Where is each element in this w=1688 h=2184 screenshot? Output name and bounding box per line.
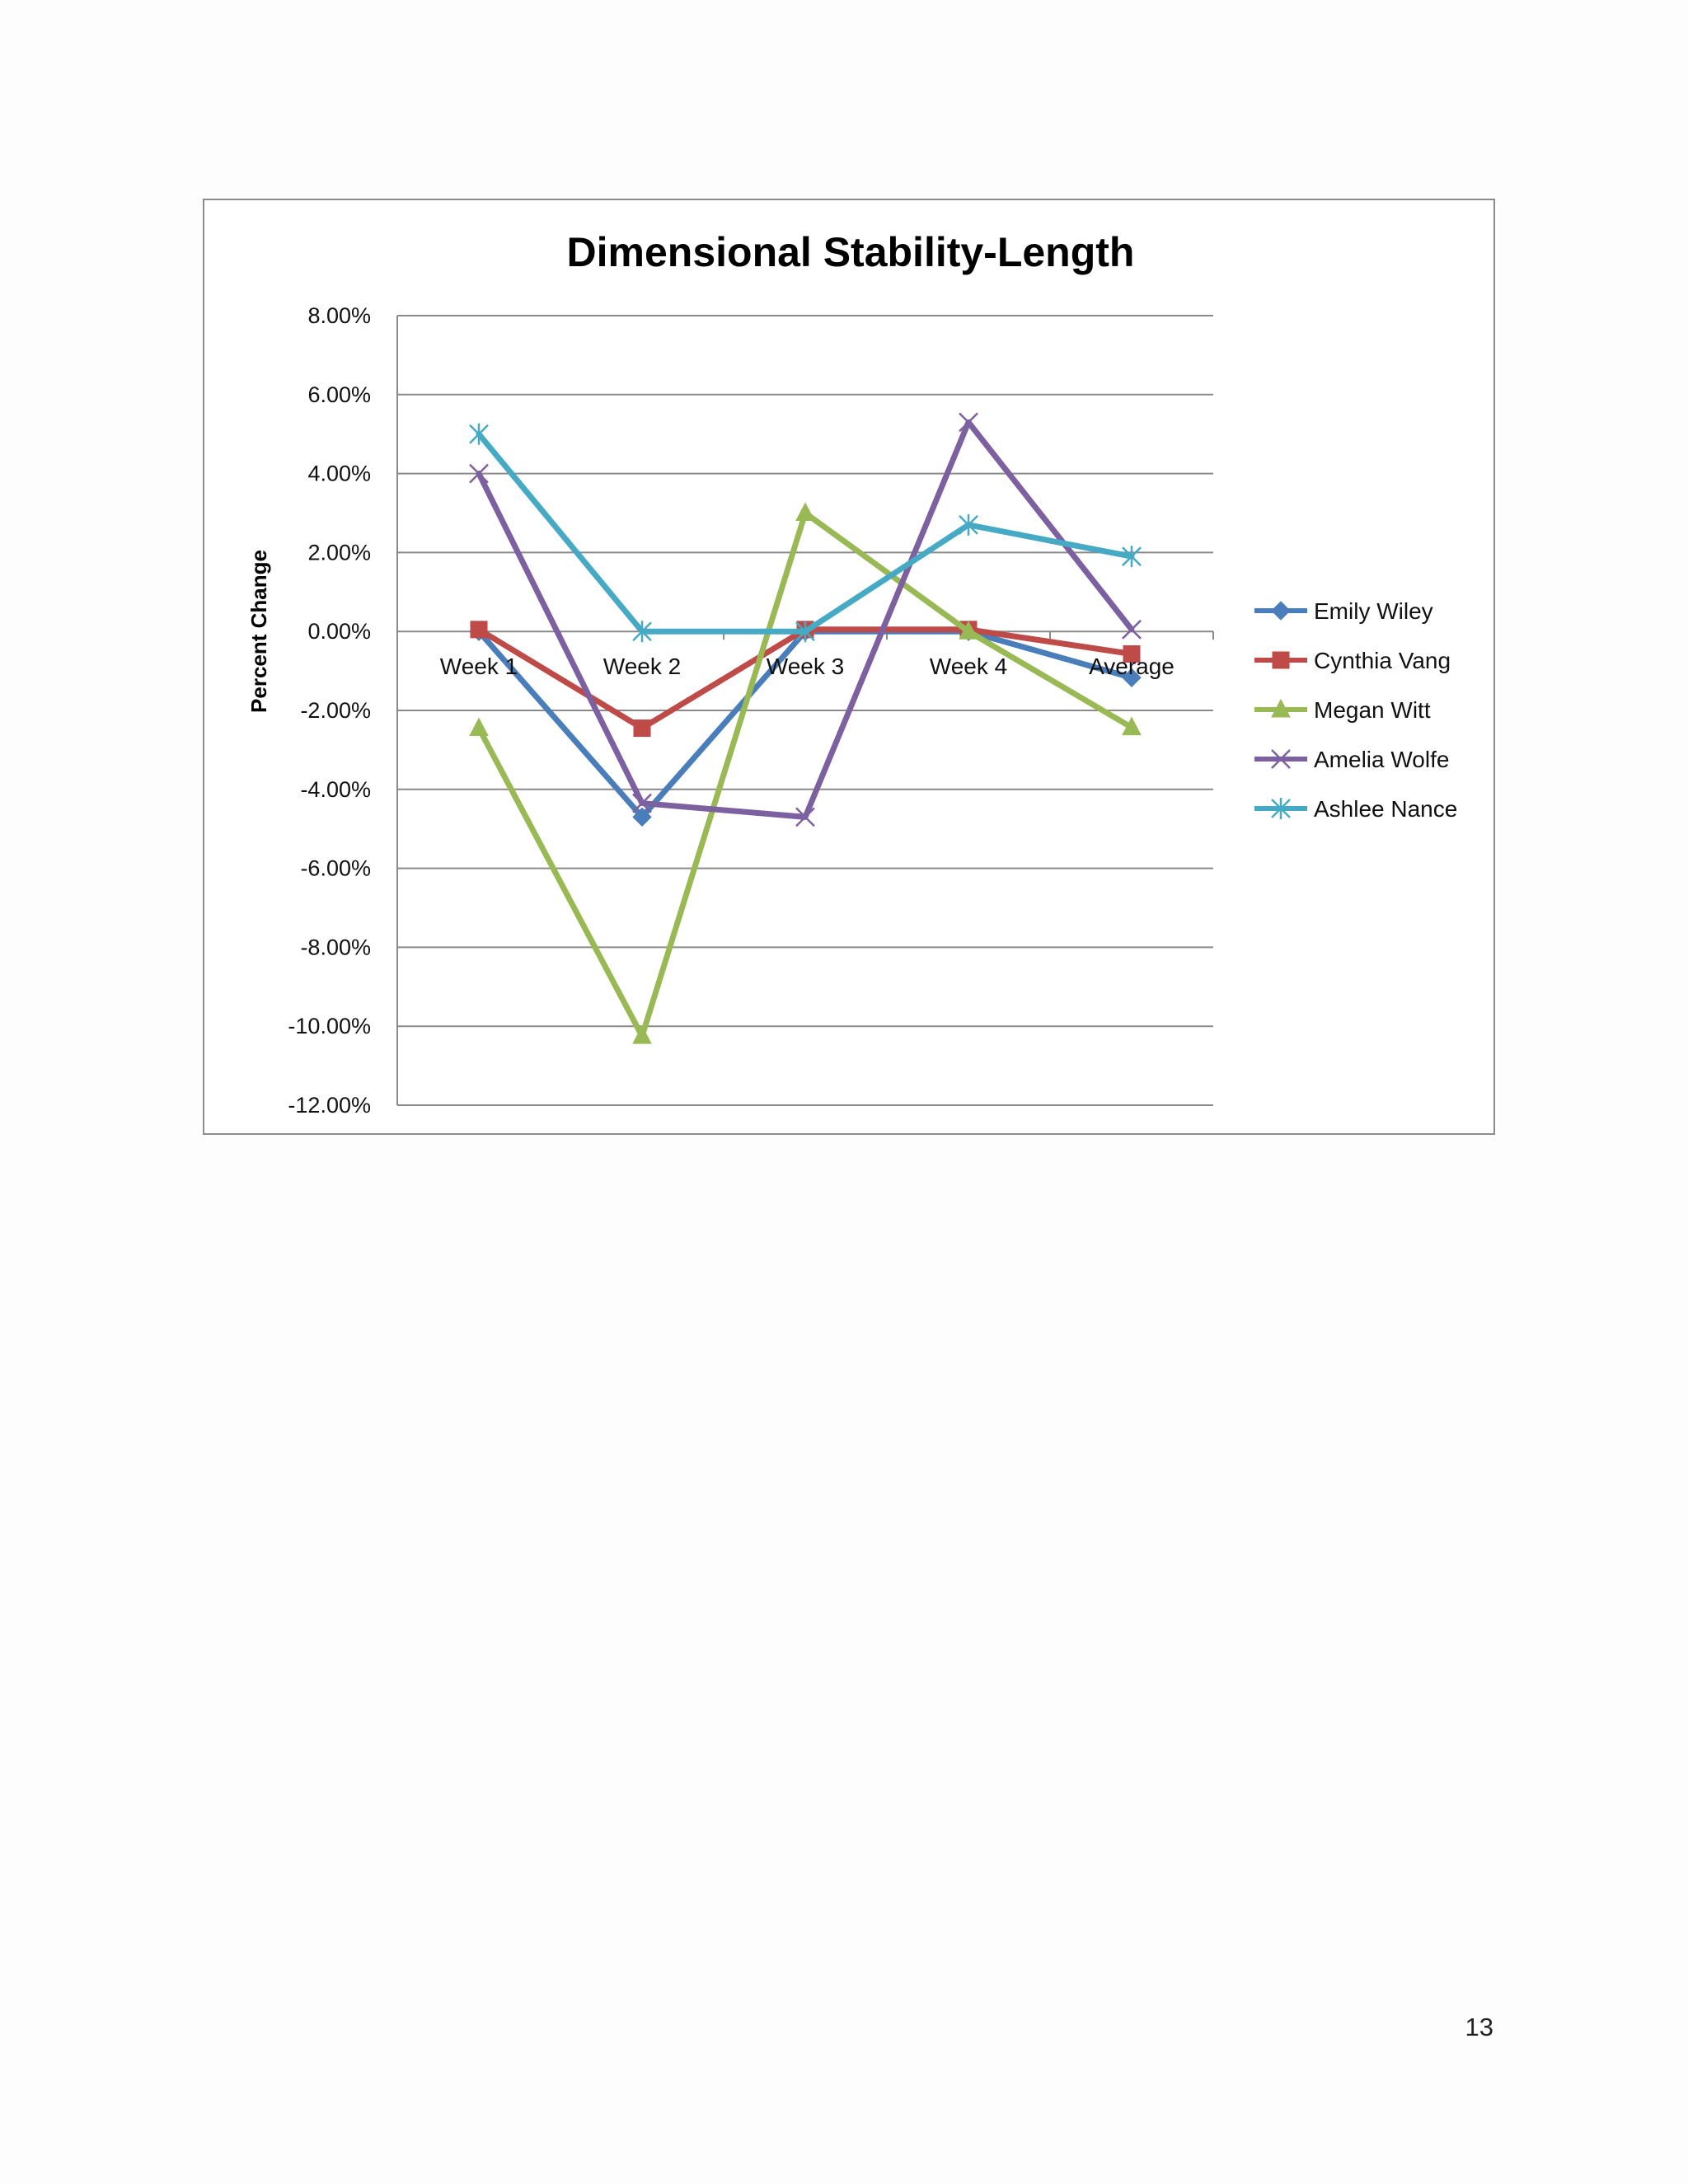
triangle-marker (796, 504, 814, 521)
x-tick-label: Week 2 (603, 654, 682, 680)
series-line (479, 513, 1132, 1037)
square-marker (471, 621, 487, 638)
legend (1254, 598, 1457, 822)
chart-frame (203, 199, 1495, 1135)
y-tick-label: -2.00% (300, 698, 371, 723)
series-line (479, 422, 1132, 817)
y-tick-label: -6.00% (300, 855, 371, 881)
y-tick-label: 4.00% (307, 461, 371, 486)
series-lines (470, 413, 1141, 1043)
legend-label: Amelia Wolfe (1314, 747, 1450, 772)
diamond-marker (1272, 602, 1290, 620)
y-tick-label: 0.00% (307, 619, 371, 644)
series-line (479, 434, 1132, 632)
triangle-marker (470, 719, 488, 736)
square-marker (1273, 652, 1289, 668)
x-tick-label: Week 1 (439, 654, 518, 680)
y-tick-label: -4.00% (300, 776, 371, 802)
legend-label: Cynthia Vang (1314, 648, 1451, 673)
legend-label: Ashlee Nance (1314, 796, 1458, 822)
y-tick-label: -12.00% (288, 1093, 371, 1118)
gridlines (397, 316, 1213, 1105)
chart-title: Dimensional Stability-Length (566, 229, 1135, 275)
legend-item (1254, 747, 1449, 772)
x-marker (1123, 621, 1141, 639)
legend-label: Megan Witt (1314, 697, 1431, 723)
x-tick-label: Average (1089, 654, 1175, 680)
series-megan-witt (470, 504, 1141, 1044)
y-tick-label: -8.00% (300, 935, 371, 960)
page-number: 13 (1465, 2013, 1493, 2041)
y-axis-title: Percent Change (246, 550, 271, 713)
star-marker (470, 424, 488, 445)
y-tick-label: 2.00% (307, 540, 371, 565)
legend-label: Emily Wiley (1314, 598, 1433, 624)
square-marker (634, 720, 650, 737)
x-tick-label: Week 4 (929, 654, 1008, 680)
y-tick-label: 6.00% (307, 382, 371, 407)
legend-item (1254, 697, 1431, 723)
legend-item (1254, 796, 1457, 822)
x-tick-label: Week 3 (766, 654, 845, 680)
legend-item (1254, 648, 1451, 673)
y-tick-label: 8.00% (307, 303, 371, 328)
series-amelia-wolfe (470, 413, 1141, 826)
y-tick-label: -10.00% (288, 1014, 371, 1039)
legend-item (1254, 598, 1433, 624)
series-ashlee-nance (470, 424, 1141, 643)
line-chart (204, 200, 1497, 1137)
